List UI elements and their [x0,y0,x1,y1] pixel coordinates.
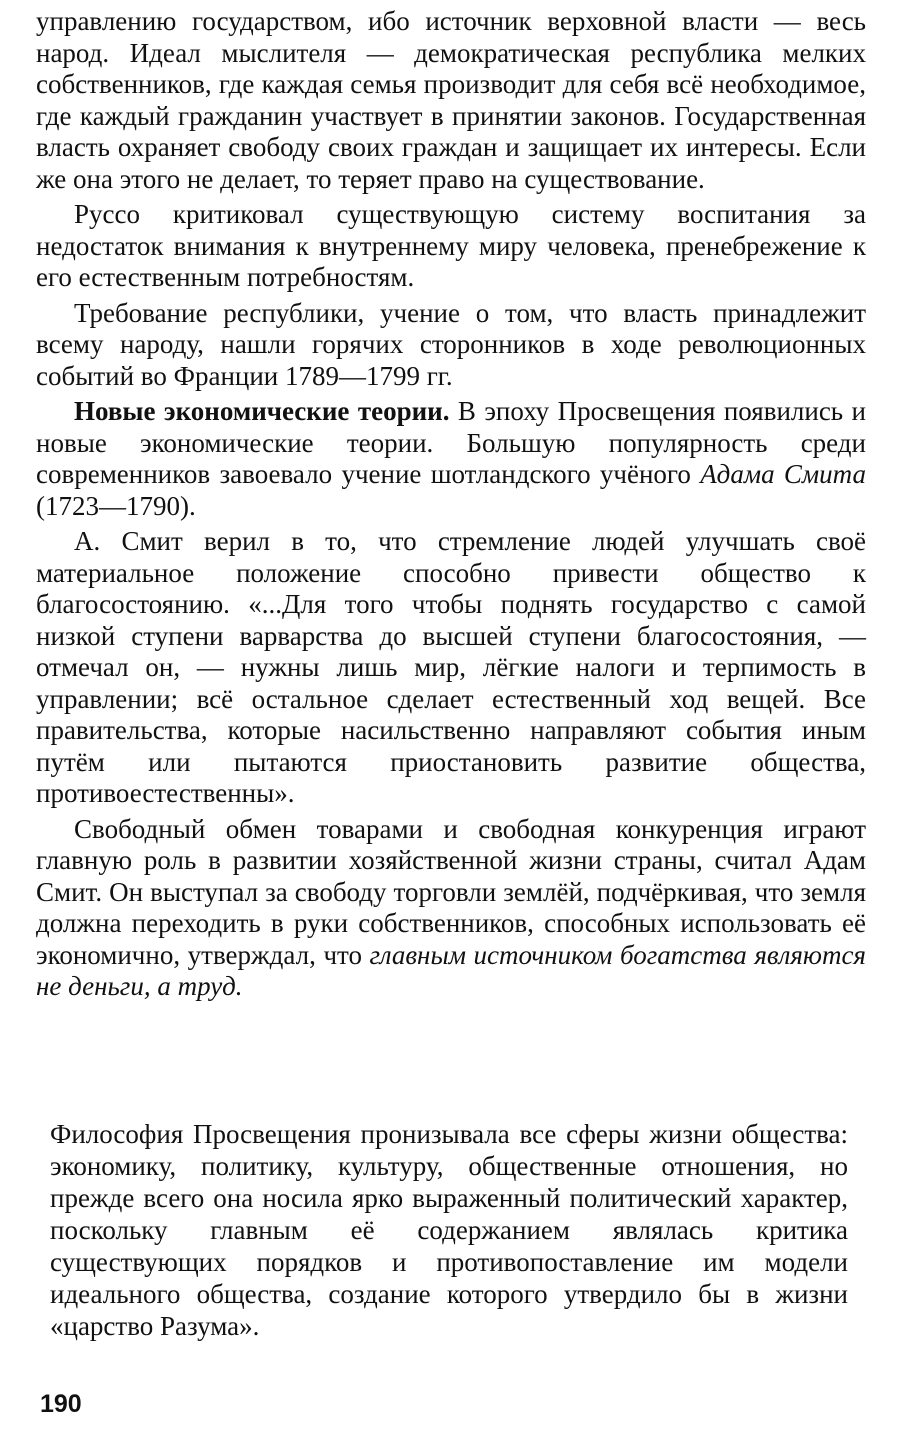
paragraph-republic: Требование республики, учение о том, что власть принадлежит всему народу, нашли горячих сторонников в ходе революционных событий во Франции 1789—1799 гг. [36,297,866,391]
person-name: Адама Смита [700,459,866,489]
paragraph-text: Свободный обмен товарами и свободная конкуренция играют главную роль в развитии хозяйственной жизни страны, считал Адам Смит. Он выступал за свободу торговли землёй, подчёркивая, что земля должна переходить в руки собственников, способных использовать её экономично, утверждал, что [36,813,866,970]
page-number: 190 [40,1390,82,1418]
main-text [36,6,866,1007]
paragraph-text: (1723—1790). [36,490,196,521]
section-heading: Новые экономические теории. [74,396,450,426]
paragraph-rousseau-state: управлению государством, ибо источник верховной власти — весь народ. Идеал мыслителя — демократическая республика мелких собственников, где каждая семья производит для себя всё необходимое, где каждый гражданин участвует в принятии законов. Государственная власть охраняет свободу своих граждан и защищает их интересы. Если же она этого не делает, то теряет право на существование. [36,6,866,194]
paragraph-economic-theories [36,396,866,522]
paragraph-free-trade [36,814,866,1003]
emphasis-text: главным источником богатства являются не деньги, а труд. [36,939,866,1001]
paragraph-smith-quote: А. Смит верил в то, что стремление людей улучшать своё материальное положение способно привести общество к благосостоянию. «...Для того чтобы поднять государство с самой низкой ступени варварства до высшей ступени благосостояния, — отмечал он, — нужны лишь мир, лёгкие налоги и терпимость в управлении; всё остальное сделает естественный ход вещей. Все правительства, которые насильственно направляют события иным путём или пытаются приостановить развитие общества, противоестественны». [36,526,866,808]
summary-box: Философия Просвещения пронизывала все сферы жизни общества: экономику, политику, культуру, общественные отношения, но прежде всего она носила ярко выраженный политический характер, поскольку главным её содержанием являлась критика существующих порядков и противопоставление им модели идеального общества, создание которого утвердило бы в жизни «царство Разума». [50,1119,848,1341]
paragraph-text: В эпоху Просвещения появились и новые экономические теории. Большую популярность среди современников завоевало учение шотландского учёного [36,396,866,489]
paragraph-rousseau-education: Руссо критиковал существующую систему воспитания за недостаток внимания к внутреннему миру человека, пренебрежение к его естественным потребностям. [36,199,866,292]
